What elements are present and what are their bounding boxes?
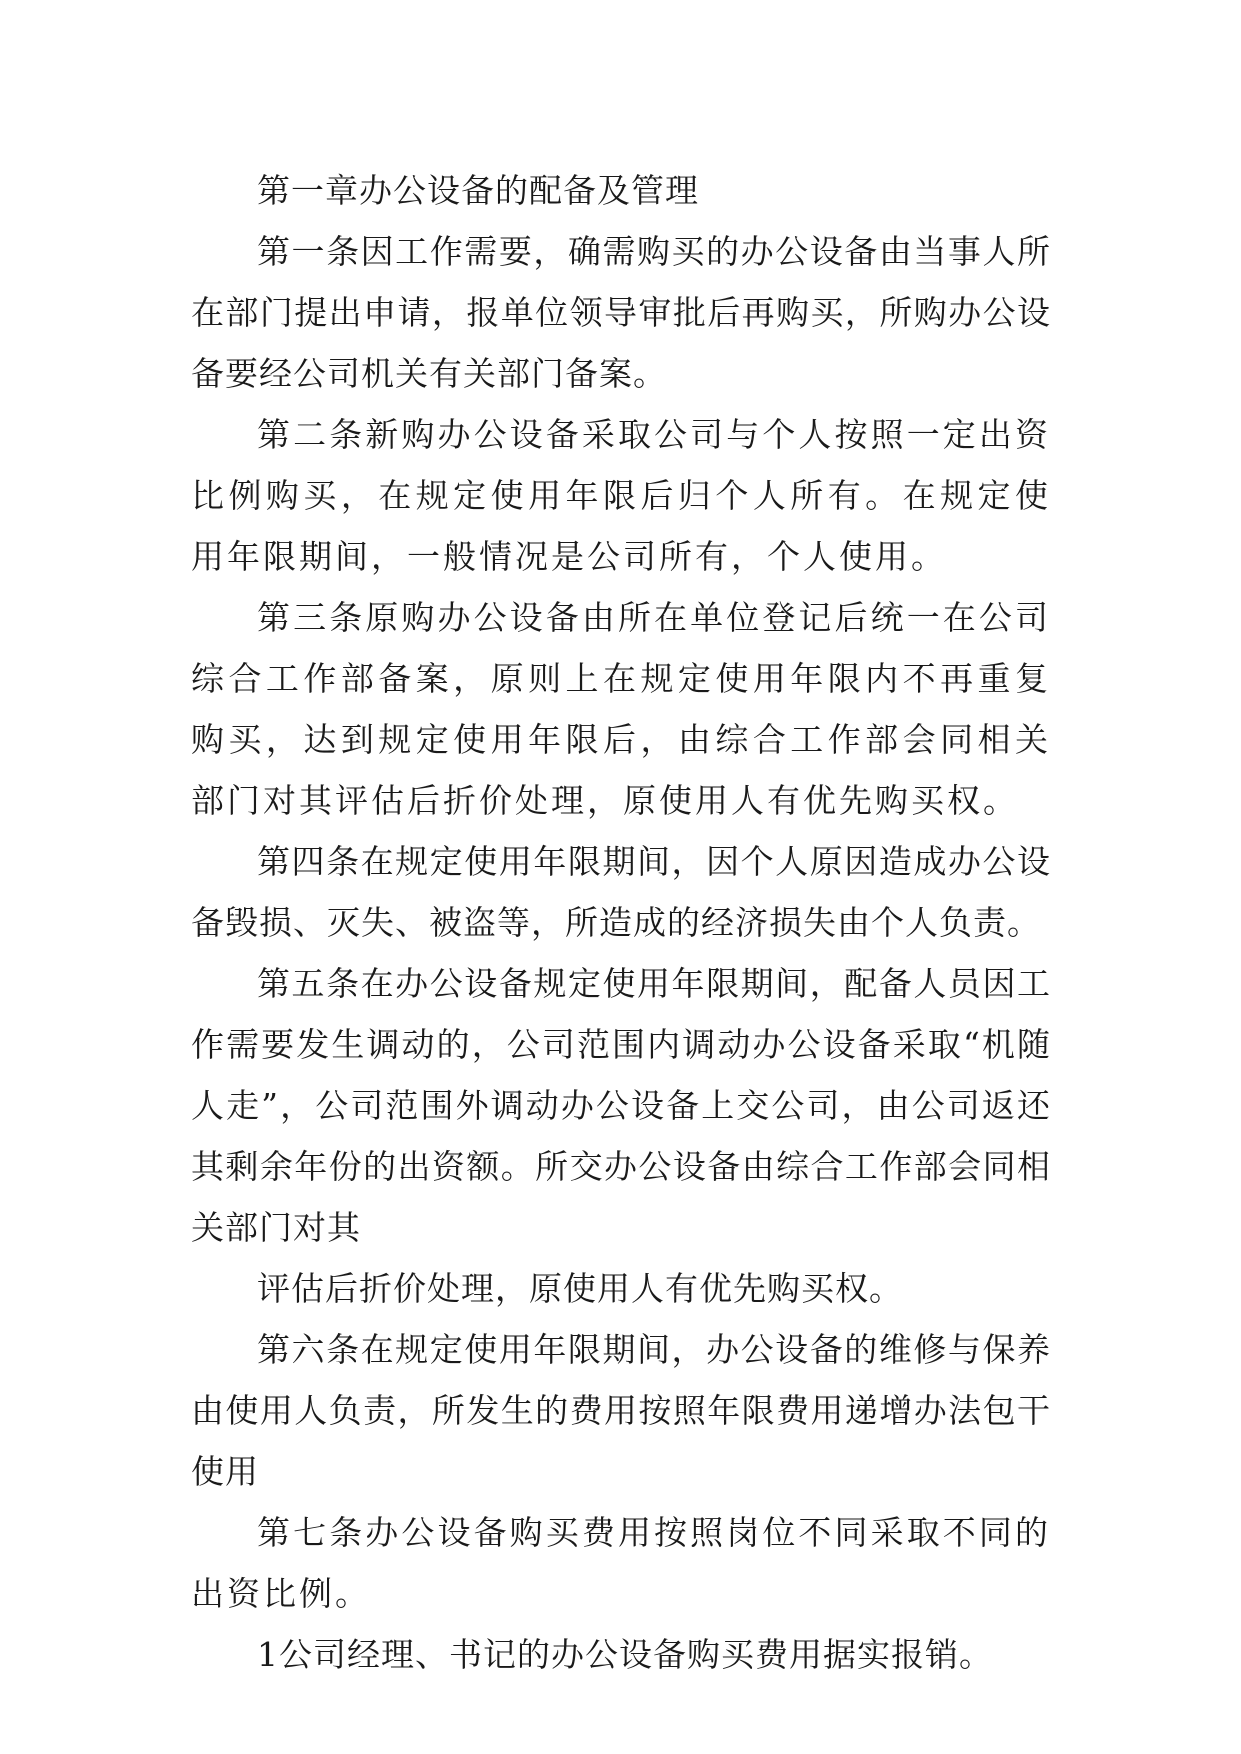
article-4: 第四条在规定使用年限期间，因个人原因造成办公设备毁损、灭失、被盗等，所造成的经济损失由个人负责。 (191, 842, 1051, 942)
article-5: 第五条在办公设备规定使用年限期间，配备人员因工作需要发生调动的，公司范围内调动办公设备采取“机随人走”，公司范围外调动办公设备上交公司，由公司返还其剩余年份的出资额。所交办公设备由综合工作部会同相关部门对其 (191, 964, 1051, 1247)
article-7-item-1: 1公司经理、书记的办公设备购买费用据实报销。 (257, 1635, 993, 1674)
document-body (191, 160, 1051, 1685)
article-6: 第六条在规定使用年限期间，办公设备的维修与保养由使用人负责，所发生的费用按照年限费用递增办法包干使用 (191, 1330, 1051, 1491)
chapter-heading: 第一章办公设备的配备及管理 (257, 171, 699, 210)
article-7: 第七条办公设备购买费用按照岗位不同采取不同的出资比例。 (191, 1513, 1051, 1613)
article-3: 第三条原购办公设备由所在单位登记后统一在公司综合工作部备案，原则上在规定使用年限内不再重复购买，达到规定使用年限后，由综合工作部会同相关部门对其评估后折价处理，原使用人有优先购买权。 (191, 598, 1051, 820)
article-1: 第一条因工作需要，确需购买的办公设备由当事人所在部门提出申请，报单位领导审批后再购买，所购办公设备要经公司机关有关部门备案。 (191, 232, 1051, 393)
article-2: 第二条新购办公设备采取公司与个人按照一定出资比例购买，在规定使用年限后归个人所有。在规定使用年限期间，一般情况是公司所有，个人使用。 (191, 415, 1051, 576)
article-5-continued: 评估后折价处理，原使用人有优先购买权。 (257, 1269, 903, 1308)
